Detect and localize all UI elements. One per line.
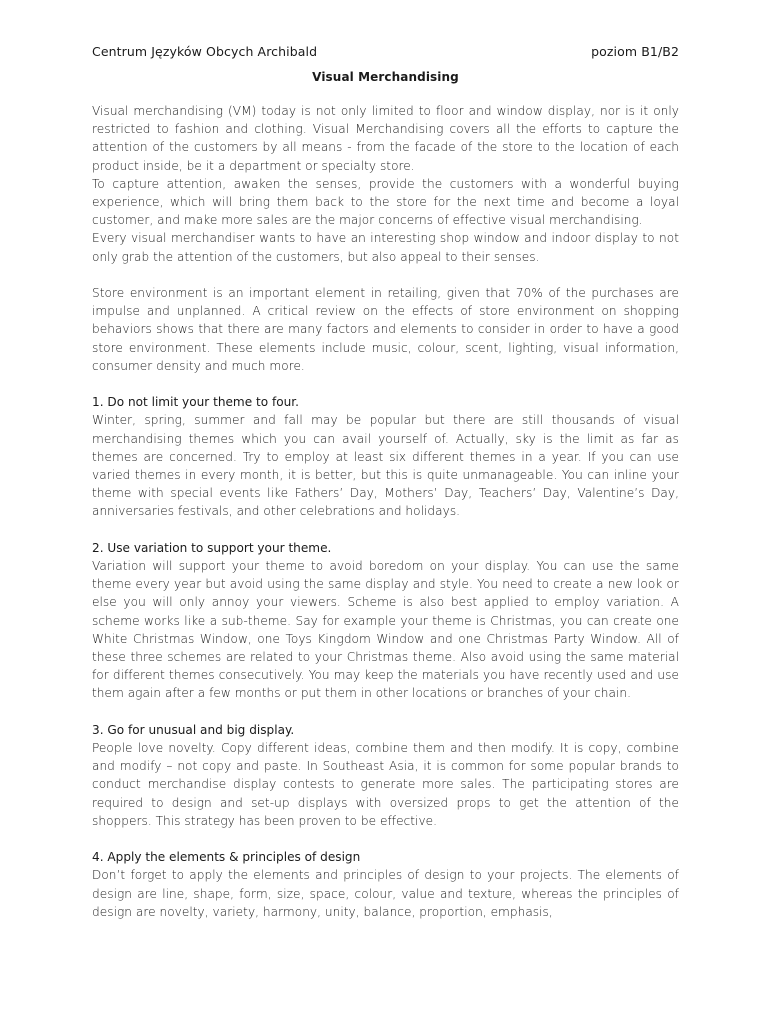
- section-2-body: Variation will support your theme to avoid boredom on your display. You can use the same theme every year but avoid using the same display and style. You need to create a new look or else you will only annoy your viewers. Scheme is also best applied to employ variation. A scheme works like a sub-theme. Say for example your theme is Christmas, you can create one White Christmas Window, one Toys Kingdom Window and one Christmas Party Window. All of these three schemes are related to your Christmas theme. Also avoid using the same material for different themes consecutively. You may keep the materials you have recently used and use them again after a few months or put them in other locations or branches of your chain.: [92, 559, 679, 701]
- page-header: [92, 44, 679, 66]
- section-3-heading: 3. Go for unusual and big display.: [92, 722, 295, 737]
- intro-paragraph-3: Every visual merchandiser wants to have an interesting shop window and indoor display to not only grab the attention of the customers, but also appeal to their senses.: [92, 231, 679, 264]
- section-4-heading: 4. Apply the elements & principles of design: [92, 850, 361, 865]
- intro-paragraph-2: To capture attention, awaken the senses, provide the customers with a wonderful buying experience, which will bring them back to the store for the next time and become a loyal customer, and make more sales are the major concerns of effective visual merchandising.: [92, 176, 679, 228]
- level-label: poziom B1/B2: [591, 44, 679, 59]
- store-environment-paragraph: Store environment is an important element in retailing, given that 70% of the purchases are impulse and unplanned. A critical review on the effects of store environment on shopping behaviors shows that there are many factors and elements to consider in order to have a good store environment. These elements include music, colour, scent, lighting, visual information, consumer density and much more.: [92, 286, 679, 373]
- section-1-body: Winter, spring, summer and fall may be popular but there are still thousands of visual merchandising themes which you can avail yourself of. Actually, sky is the limit as far as themes are concerned. Try to employ at least six different themes in a year. If you can use varied themes in every month, it is better, but this is quite unmanageable. You can inline your theme with special events like Fathers’ Day, Mothers’ Day, Teachers’ Day, Valentine’s Day, anniversaries festivals, and other celebrations and holidays.: [92, 413, 679, 519]
- school-name: Centrum Języków Obcych Archibald: [92, 44, 318, 59]
- section-1-heading: 1. Do not limit your theme to four.: [92, 395, 299, 410]
- document-page: [92, 44, 679, 921]
- intro-paragraph-1: Visual merchandising (VM) today is not only limited to floor and window display, nor is it only restricted to fashion and clothing. Visual Merchandising covers all the efforts to capture the attention of the customers by all means - from the facade of the store to the location of each product inside, be it a department or specialty store.: [92, 104, 679, 173]
- document-title: Visual Merchandising: [312, 70, 459, 84]
- section-2-heading: 2. Use variation to support your theme.: [92, 540, 332, 555]
- section-3-body: People love novelty. Copy different ideas, combine them and then modify. It is copy, combine and modify – not copy and paste. In Southeast Asia, it is common for some popular brands to conduct merchandise display contests to generate more sales. The participating stores are required to design and set-up displays with oversized props to get the attention of the shoppers. This strategy has been proven to be effective.: [92, 741, 679, 828]
- section-4-body: Don’t forget to apply the elements and principles of design to your projects. The elements of design are line, shape, form, size, space, colour, value and texture, whereas the principles of design are novelty, variety, harmony, unity, balance, proportion, emphasis,: [92, 868, 679, 919]
